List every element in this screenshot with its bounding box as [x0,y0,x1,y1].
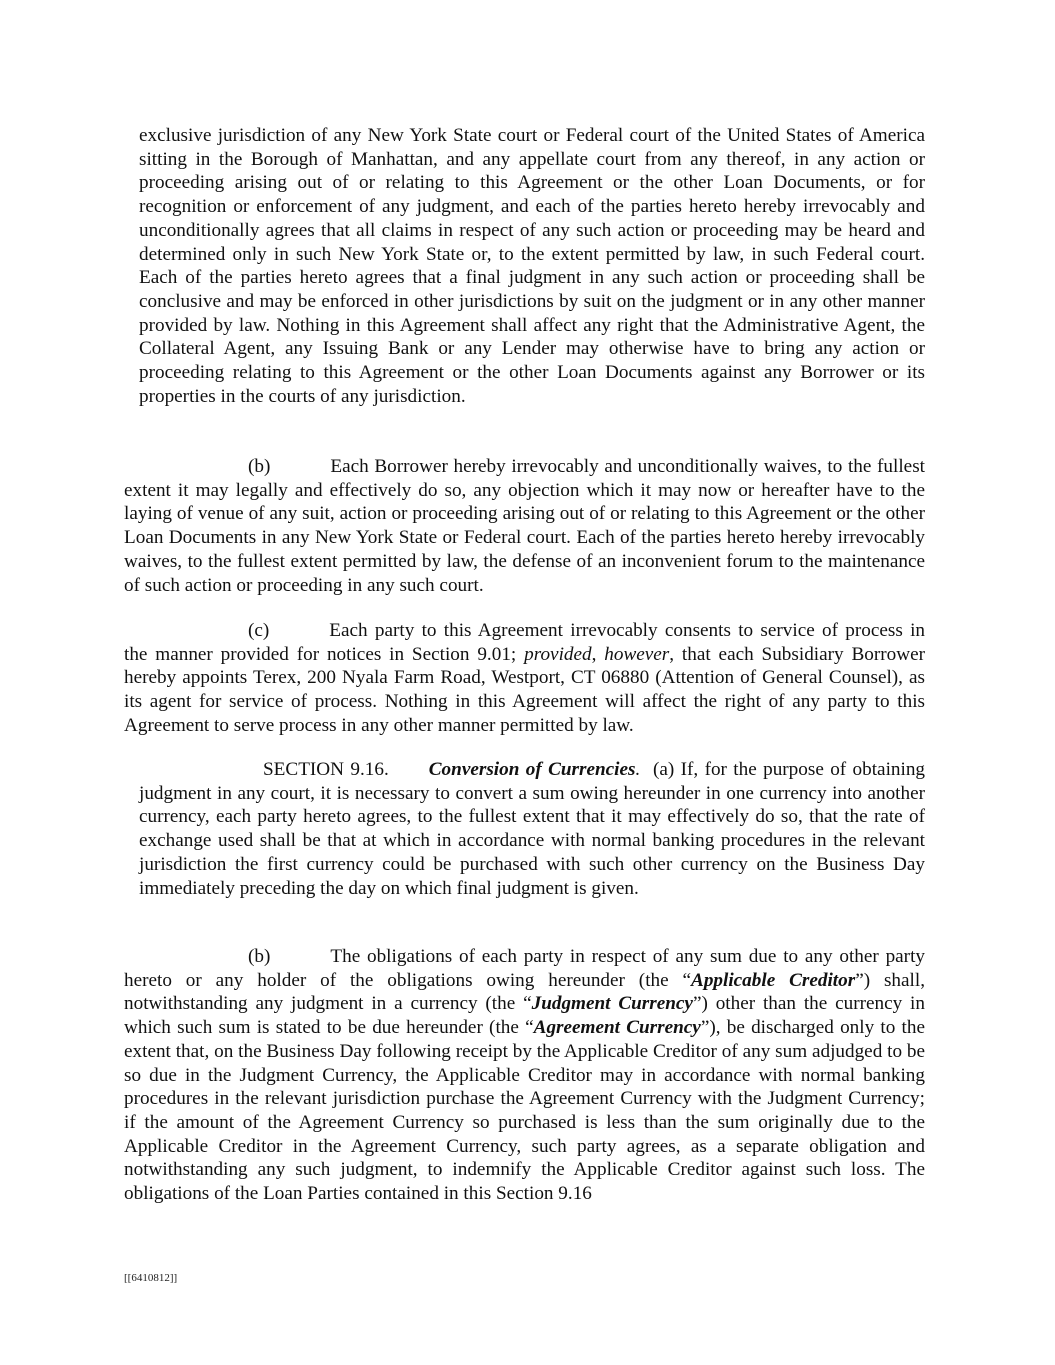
section-9-16-paragraph: SECTION 9.16. Conversion of Currencies. (a) If, for the purpose of obtaining judgment in any court, it is necessary to convert a sum owing hereunder in one currency into another currency, each party hereto agrees, to the fullest extent that it may effectively do so, that the rate of exchange used shall be that at which in accordance with normal banking procedures in the relevant jurisdiction the first currency could be purchased with such other currency on the Business Day immediately preceding the day on which final judgment is given. [139,759,926,899]
currency-obligations-paragraph [124,945,925,1206]
paragraph-text: ”) other than the currency in which such sum is stated to be due hereunder (the “ [124,993,925,1039]
paragraph-text: , that each Subsidiary Borrower hereby appoints Terex, 200 Nyala Farm Road, Westport, CT 06880 (Attention of General Counsel), as its agent for service of process. Nothing in this Agreement will affect the right of any party to this Agreement to serve process in any other manner permitted by law. [124,643,926,736]
defined-term-agreement-currency: Agreement Currency [533,1017,701,1039]
paragraph-text: Each Borrower hereby irrevocably and unconditionally waives, to the fullest extent it may legally and effectively do so, any objection which it may now or hereafter have to the laying of venue of any suit, action or proceeding arising out of or relating to this Agreement or the other Loan Documents in any New York State or Federal court. Each of the parties hereto hereby irrevocably waives, to the fullest extent permitted by law, the defense of an inconvenient forum to the maintenance of such action or proceeding in any such court. [124,456,925,596]
venue-waiver-paragraph [124,455,925,597]
paragraph-label: (c) [248,620,270,641]
paragraph-text: Each party to this Agreement irrevocably consents to service of process in the manner provided for notices in Section 9.01; [124,620,925,665]
paragraph-text: ”) shall, notwithstanding any judgment in a currency (the “ [124,969,925,1015]
document-id-footer: [[6410812]] [124,1272,178,1284]
paragraph-text: (a) If, for the purpose of obtaining judgment in any court, it is necessary to convert a sum owing hereunder in one currency into another currency, each party hereto agrees, to the fullest extent that it may effectively do so, that the rate of exchange used shall be that at which in accordance with normal banking procedures in the relevant jurisdiction the first currency could be purchased with such other currency on the Business Day immediately preceding the day on which final judgment is given. [139,759,926,899]
defined-term-judgment-currency: Judgment Currency [531,993,693,1015]
paragraph-text: The obligations of each party in respect of any sum due to any other party hereto or any holder of the obligations owing hereunder (the “ [124,946,925,991]
service-of-process-paragraph: (c) Each party to this Agreement irrevocably consents to service of process in the manner provided for notices in Section 9.01; provided, however, that each Subsidiary Borrower hereby appoints Terex, 200 Nyala Farm Road, Westport, CT 06880 (Attention of General Counsel), as its agent for service of process. Nothing in this Agreement will affect the right of any party to this Agreement to serve process in any other manner permitted by law. [124,620,926,736]
defined-term-applicable-creditor: Applicable Creditor [691,969,856,991]
jurisdiction-paragraph: exclusive jurisdiction of any New York State court or Federal court of the United States of America sitting in the Borough of Manhattan, and any appellate court from any thereof, in any action or proceeding arising out of or relating to this Agreement or the other Loan Documents, or for recognition or enforcement of any judgment, and each of the parties hereto hereby irrevocably and unconditionally agrees that all claims in respect of any such action or proceeding may be heard and determined only in such New York State or, to the extent permitted by law, in such Federal court. Each of the parties hereto agrees that a final judgment in any such action or proceeding shall be conclusive and may be enforced in other jurisdictions by suit on the judgment or in any other manner provided by law. Nothing in this Agreement shall affect any right that the Administrative Agent, the Collateral Agent, any Issuing Bank or any Lender may otherwise have to bring any action or proceeding relating to this Agreement or the other Loan Documents against any Borrower or its properties in the courts of any jurisdiction. [139,125,925,407]
italic-term-however: however [604,643,670,665]
paragraph-label: (b) [248,456,271,477]
italic-term-provided: provided [524,643,592,665]
paragraph-label: (b) [248,946,271,967]
section-title: Conversion of Currencies [428,759,636,780]
section-number: SECTION 9.16. [263,759,389,780]
paragraph-text: ”), be discharged only to the extent that, on the Business Day following receipt by the Applicable Creditor of any sum adjudged to be so due in the Judgment Currency, the Applicable Creditor may in accordance with normal banking procedures in the relevant jurisdiction purchase the Agreement Currency with the Judgment Currency; if the amount of the Agreement Currency so purchased is less than the sum originally due to the Applicable Creditor in the Agreement Currency, such party agrees, as a separate obligation and notwithstanding any such judgment, to indemnify the Applicable Creditor against such loss. The obligations of the Loan Parties contained in this Section 9.16 [124,1017,926,1205]
